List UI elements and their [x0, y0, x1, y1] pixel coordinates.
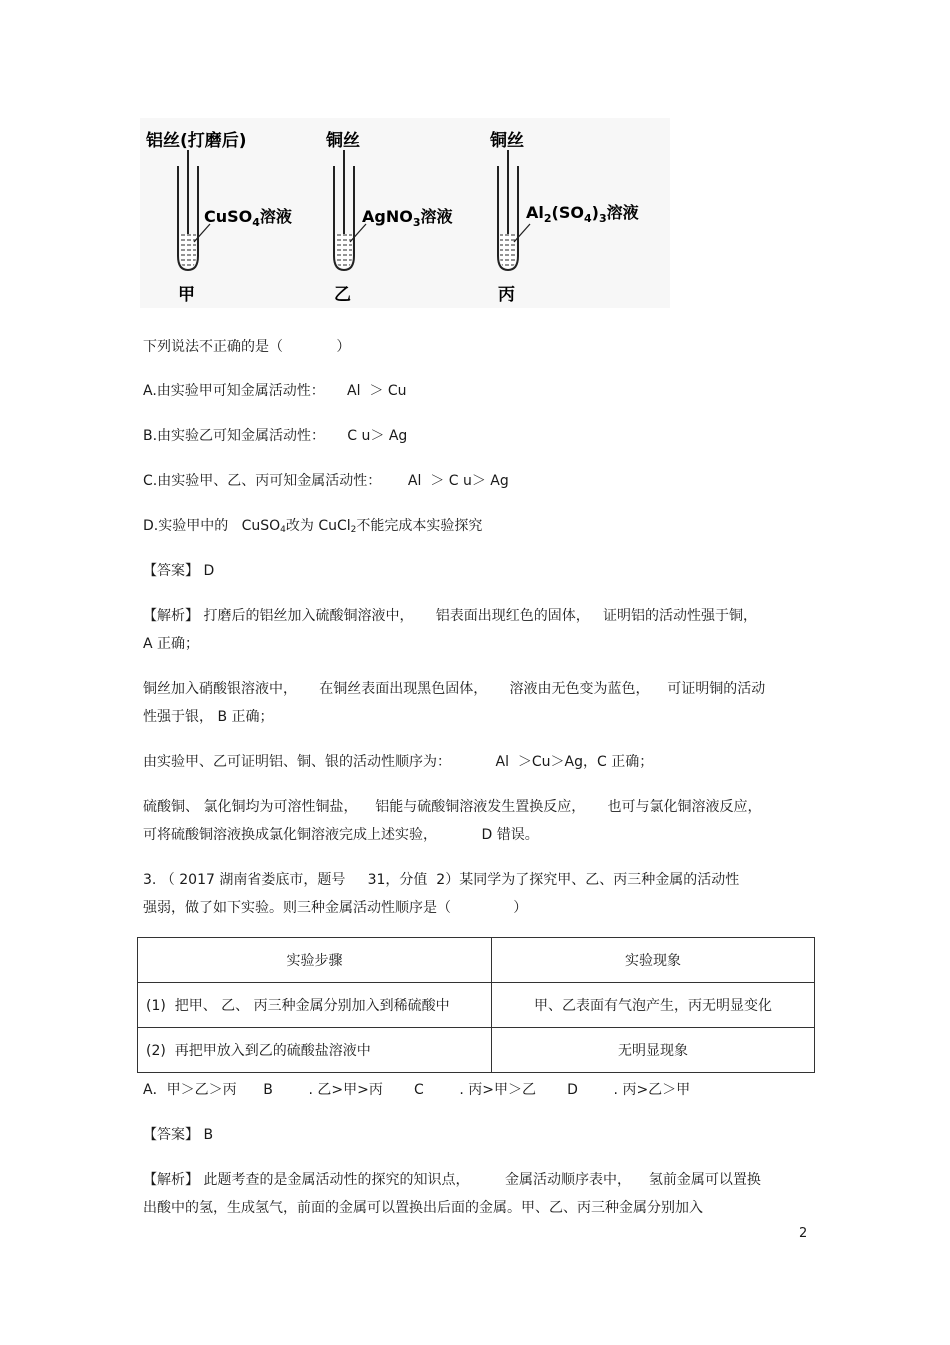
q3-stem-line: 强弱，做了如下实验。则三种金属活动性顺序是（ ）: [143, 900, 528, 916]
table-cell: 甲、乙表面有气泡产生，丙无明显变化: [492, 983, 815, 1028]
tube-jia-wire-label: 铝丝(打磨后): [146, 131, 247, 151]
q2-analysis-line: 由实验甲、乙可证明铝、铜、银的活动性顺序为： Al ＞Cu＞Ag，C 正确；: [143, 754, 654, 770]
tube-bing-wire-label: 铜丝: [490, 131, 524, 151]
experiment-table: [137, 937, 815, 1073]
tube-jia-solution-label: CuSO$_4$溶液: [204, 207, 292, 229]
table-row: [138, 1028, 815, 1073]
experiment-figure: [140, 118, 670, 308]
tube-bing-liquid: [500, 234, 516, 268]
q2-analysis-line: 硫酸铜、 氯化铜均为可溶性铜盐， 铝能与硫酸铜溶液发生置换反应， 也可与氯化铜溶液反应，: [143, 799, 762, 815]
tube-jia: [146, 130, 292, 305]
table-header-cell: 实验步骤: [138, 938, 492, 983]
q2-option-c: C.由实验甲、乙、丙可知金属活动性： Al ＞ C u＞ Ag: [143, 473, 509, 489]
q2-analysis-line: 可将硫酸铜溶液换成氯化铜溶液完成上述实验， D 错误。: [143, 827, 539, 843]
tube-bing-solution-label: $Al_2(SO_4)_3$溶液: [526, 203, 639, 225]
q2-option-b: B.由实验乙可知金属活动性： C u＞ Ag: [143, 428, 408, 444]
q2-analysis-line: 【解析】 打磨后的铝丝加入硫酸铜溶液中， 铝表面出现红色的固体， 证明铝的活动性强于铜，: [143, 608, 758, 624]
q3-answer: 【答案】 B: [143, 1127, 214, 1143]
page-number: 2: [799, 1226, 808, 1241]
q3-analysis-line: 出酸中的氢，生成氢气，前面的金属可以置换出后面的金属。甲、乙、丙三种金属分别加入: [143, 1200, 703, 1216]
q3-options: A．甲＞乙＞丙 B . 乙>甲>丙 C . 丙>甲＞乙 D . 丙>乙＞甲: [143, 1082, 691, 1098]
tube-yi-pointer: [350, 224, 366, 242]
q2-option-a: A.由实验甲可知金属活动性： Al ＞ Cu: [143, 383, 407, 399]
tube-yi-solution-label: AgNO$_3$溶液: [362, 207, 453, 229]
table-cell: 无明显现象: [492, 1028, 815, 1073]
table-cell: (2) 再把甲放入到乙的硫酸盐溶液中: [138, 1028, 492, 1073]
q2-stem: 下列说法不正确的是（ ）: [143, 339, 351, 355]
tube-yi-liquid: [336, 234, 352, 268]
tube-jia-liquid: [180, 234, 196, 268]
q2-analysis-line: 性强于银， B 正确；: [143, 709, 274, 725]
q2-analysis-line: 铜丝加入硝酸银溶液中， 在铜丝表面出现黑色固体， 溶液由无色变为蓝色， 可证明铜的活动: [143, 681, 766, 697]
q2-option-d: D.实验甲中的 CuSO$_4$改为 CuCl$_2$不能完成本实验探究: [143, 518, 483, 535]
tube-yi-wire-label: 铜丝: [326, 131, 360, 151]
table-header-row: [138, 938, 815, 983]
q2-answer: 【答案】 D: [143, 563, 215, 579]
tube-jia-caption: 甲: [178, 285, 195, 305]
table-row: [138, 983, 815, 1028]
table-cell: (1) 把甲、 乙、 丙三种金属分别加入到稀硫酸中: [138, 983, 492, 1028]
tube-bing: [489, 130, 639, 305]
tube-yi: [325, 130, 453, 305]
tube-yi-caption: 乙: [334, 285, 351, 305]
tube-bing-pointer: [514, 224, 530, 242]
q2-analysis-line: A 正确；: [143, 636, 200, 652]
q3-stem-line: 3. （ 2017 湖南省娄底市，题号 31，分值 2）某同学为了探究甲、乙、丙三种金属的活动性: [143, 872, 740, 888]
q3-analysis-line: 【解析】 此题考查的是金属活动性的探究的知识点， 金属活动顺序表中， 氢前金属可以置换: [143, 1172, 761, 1188]
test-tubes-diagram: [140, 118, 670, 308]
tube-jia-pointer: [194, 224, 210, 242]
tube-bing-caption: 丙: [498, 285, 515, 305]
table-header-cell: 实验现象: [492, 938, 815, 983]
